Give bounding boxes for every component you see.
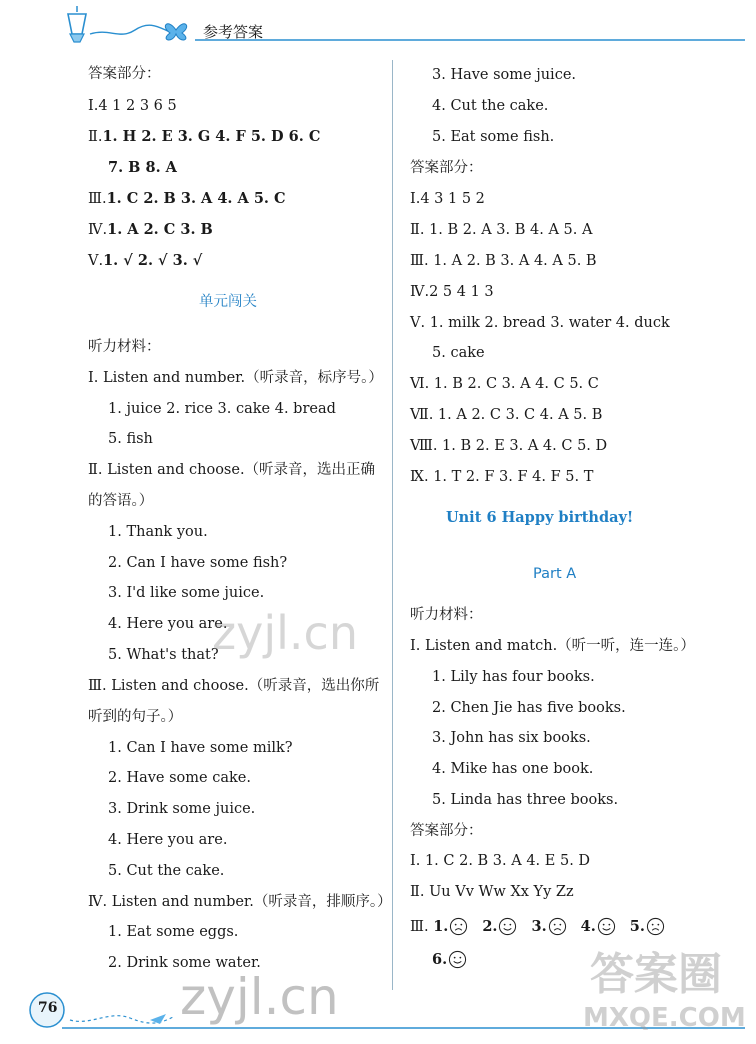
question-items: 1. juice 2. rice 3. cake 4. bread (108, 401, 336, 417)
answer-row: Ⅲ. 1. A 2. B 3. A 4. A 5. B (410, 253, 597, 269)
watermark: MXQE.COM (583, 1003, 746, 1033)
answer-row: 5. cake (432, 345, 485, 361)
answer-row: Ⅱ.1. H 2. E 3. G 4. F 5. D 6. C (88, 128, 321, 145)
list-item: 4. Cut the cake. (432, 98, 549, 114)
list-item: 1. Eat some eggs. (108, 924, 239, 940)
page-number: 76 (38, 1000, 58, 1016)
face-answer-label: 4. (580, 918, 596, 935)
list-item: 5. Cut the cake. (108, 863, 225, 879)
answer-row: Ⅳ.1. A 2. C 3. B (88, 221, 213, 238)
question-items: 5. fish (108, 431, 153, 447)
question-heading: 的答语。） (88, 493, 154, 509)
sad-face-icon (548, 917, 567, 936)
question-heading: Ⅲ. Listen and choose.（听录音，选出你所 (88, 678, 380, 694)
face-answer-row: Ⅲ. 1. 2. 3. 4. 5. (410, 917, 665, 937)
answer-row: Ⅰ.4 3 1 5 2 (410, 191, 485, 207)
face-answer-label: 3. (531, 918, 547, 935)
sad-face-icon (449, 917, 468, 936)
answer-row: Ⅸ. 1. T 2. F 3. F 4. F 5. T (410, 469, 594, 485)
answer-row: Ⅴ.1. √ 2. √ 3. √ (88, 252, 203, 269)
listen-label: 听力材料： (88, 339, 161, 355)
list-item: 1. Can I have some milk? (108, 740, 293, 756)
answers-label: 答案部分： (410, 160, 483, 176)
answer-row: Ⅷ. 1. B 2. E 3. A 4. C 5. D (410, 438, 608, 454)
watermark: zyjl.cn (180, 968, 339, 1026)
list-item: 1. Lily has four books. (432, 669, 595, 685)
section-title: 单元闯关 (199, 294, 257, 310)
face-answer-label: 5. (629, 918, 645, 935)
answer-row: Ⅲ.1. C 2. B 3. A 4. A 5. C (88, 190, 286, 207)
smiley-face-icon (597, 917, 616, 936)
face-answer-label: 2. (482, 918, 498, 935)
list-item: 2. Chen Jie has five books. (432, 700, 626, 716)
answer-row: Ⅰ.4 1 2 3 6 5 (88, 98, 177, 114)
column-divider (392, 60, 393, 990)
answer-row: Ⅱ. Uu Vv Ww Xx Yy Zz (410, 884, 574, 900)
answers-label: 答案部分： (410, 823, 483, 839)
question-heading: Ⅰ. Listen and number.（听录音，标序号。） (88, 370, 383, 386)
paper-plane-icon (150, 1014, 166, 1024)
list-item: 4. Here you are. (108, 616, 228, 632)
watermark: 答案圈 (590, 949, 722, 1000)
answer-row: 7. B 8. A (108, 159, 177, 176)
smiley-face-icon (498, 917, 517, 936)
part-title: Part A (533, 566, 577, 582)
question-heading: Ⅰ. Listen and match.（听一听，连一连。） (410, 638, 695, 654)
listen-label: 听力材料： (410, 607, 483, 623)
list-item: 4. Mike has one book. (432, 761, 594, 777)
header-decoration (0, 0, 756, 50)
list-item: 1. Thank you. (108, 524, 208, 540)
list-item: 2. Drink some water. (108, 955, 261, 971)
list-item: 3. Drink some juice. (108, 801, 256, 817)
list-item: 3. John has six books. (432, 730, 591, 746)
answer-row: Ⅰ. 1. C 2. B 3. A 4. E 5. D (410, 853, 591, 869)
list-item: 5. What's that? (108, 647, 219, 663)
question-heading: 听到的句子。） (88, 709, 183, 725)
question-heading: Ⅳ. Listen and number.（听录音，排顺序。） (88, 894, 392, 910)
list-item: 5. Linda has three books. (432, 792, 619, 808)
face-answer-label: 1. (433, 918, 449, 935)
answer-row: Ⅴ. 1. milk 2. bread 3. water 4. duck (410, 315, 670, 331)
header-title: 参考答案 (203, 23, 264, 41)
page-header (0, 0, 756, 50)
answer-row: Ⅱ. 1. B 2. A 3. B 4. A 5. A (410, 222, 593, 238)
butterfly-icon (165, 24, 186, 40)
list-item: 3. I'd like some juice. (108, 585, 265, 601)
unit-title: Unit 6 Happy birthday! (446, 509, 634, 526)
answers-label: 答案部分： (88, 66, 161, 82)
list-item: 5. Eat some fish. (432, 129, 555, 145)
list-item: 3. Have some juice. (432, 67, 577, 83)
sad-face-icon (646, 917, 665, 936)
face-answer-row: 6. (432, 950, 467, 970)
lantern-icon (68, 6, 86, 42)
question-heading: Ⅱ. Listen and choose.（听录音，选出正确 (88, 462, 376, 478)
list-item: 2. Can I have some fish? (108, 555, 288, 571)
answer-row: Ⅶ. 1. A 2. C 3. C 4. A 5. B (410, 407, 603, 423)
answer-row: Ⅵ. 1. B 2. C 3. A 4. C 5. C (410, 376, 599, 392)
list-item: 2. Have some cake. (108, 770, 251, 786)
smiley-face-icon (448, 950, 467, 969)
list-item: 4. Here you are. (108, 832, 228, 848)
watermark: zyjl.cn (212, 606, 358, 660)
answer-row: Ⅳ.2 5 4 1 3 (410, 284, 494, 300)
